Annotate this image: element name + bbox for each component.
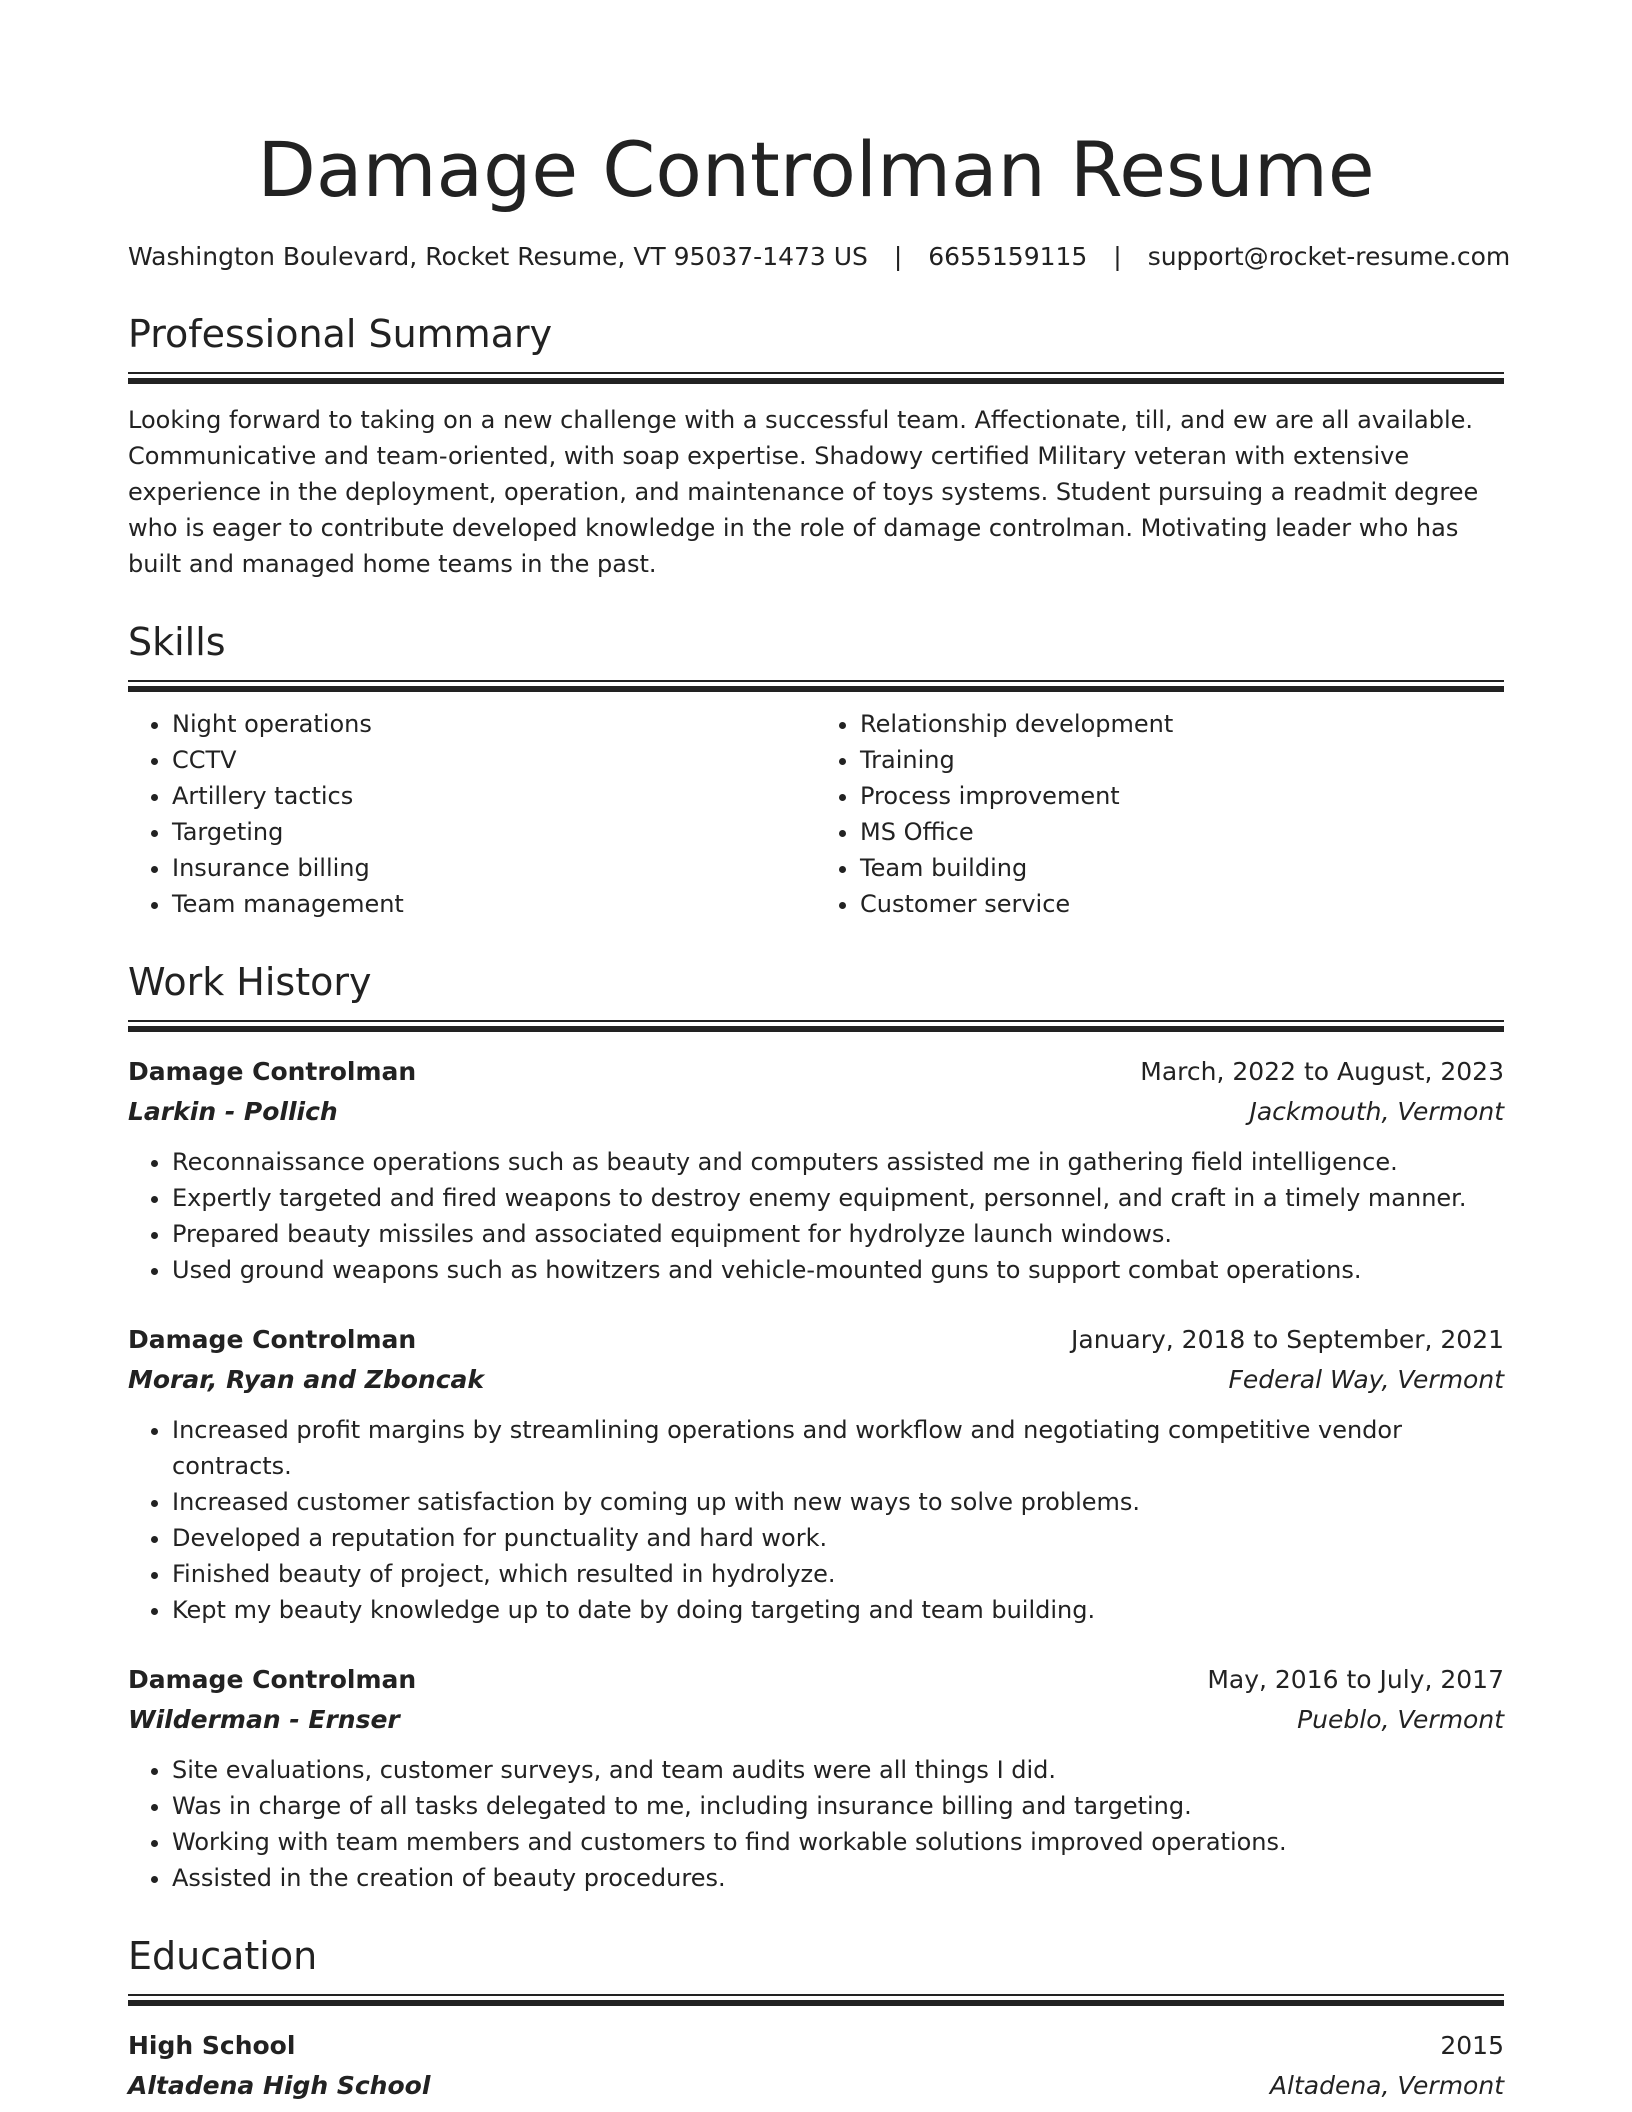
job-bullet: • Expertly targeted and fired weapons to destroy enemy equipment, personnel, and craft in a timely manner. [172,1180,1504,1216]
summary-text: Looking forward to taking on a new challenge with a successful team. Affectionate, till, and ew are all available. Communicative and team-oriented, with soap expertise. Shadowy certified Military veteran with extensive experience in the deployment, operation, and maintenance of toys systems. Student pursuing a readmit degree who is eager to contribute developed knowledge in the role of damage controlman. Motivating leader who has built and managed home teams in the past. [128,406,1479,578]
job-bullets [128,1752,1504,1896]
contact-address: Washington Boulevard, Rocket Resume, VT 95037-1473 US [128,242,868,271]
job-title: Damage Controlman [128,1665,417,1694]
section-divider [128,1994,1504,2006]
job-bullet: • Finished beauty of project, which resulted in hydrolyze. [172,1556,1504,1592]
contact-phone: 6655159115 [928,242,1088,271]
education-header-row [128,2026,1504,2066]
education-year: 2015 [1440,2031,1504,2060]
job-company: Morar, Ryan and Zboncak [128,1365,485,1394]
job-title: Damage Controlman [128,1325,417,1354]
job-entry [128,1320,1504,1628]
work-history-section [128,958,1504,1896]
section-divider [128,680,1504,692]
job-entry [128,1052,1504,1288]
skills-list-left [128,706,816,922]
contact-separator: | [893,242,903,271]
job-bullet: • Developed a reputation for punctuality and hard work. [172,1520,1504,1556]
job-bullet: • Working with team members and customers to find workable solutions improved operations. [172,1824,1504,1860]
job-bullet: • Reconnaissance operations such as beauty and computers assisted me in gathering field intelligence. [172,1144,1504,1180]
job-company: Wilderman - Ernser [128,1705,400,1734]
job-bullet: • Was in charge of all tasks delegated to me, including insurance billing and targeting. [172,1788,1504,1824]
education-location: Altadena, Vermont [1269,2071,1504,2100]
job-header-row [128,1052,1504,1092]
job-bullet: • Kept my beauty knowledge up to date by doing targeting and team building. [172,1592,1504,1628]
skills-list-right [816,706,1504,922]
skill-item: • Targeting [172,814,816,850]
job-company: Larkin - Pollich [128,1097,338,1126]
summary-section [128,310,1504,582]
skill-item: • Customer service [860,886,1504,922]
job-company-row [128,1092,1504,1132]
skill-item: • Team building [860,850,1504,886]
education-section [128,1932,1504,2106]
education-entry [128,2026,1504,2106]
job-bullets [128,1412,1504,1628]
job-bullet: • Increased profit margins by streamlining operations and workflow and negotiating competitive vendor contracts. [172,1412,1504,1484]
job-dates: January, 2018 to September, 2021 [1071,1325,1504,1354]
skills-columns [128,706,1504,922]
job-dates: May, 2016 to July, 2017 [1207,1665,1504,1694]
skill-item: • Training [860,742,1504,778]
job-location: Pueblo, Vermont [1297,1705,1504,1734]
education-degree: High School [128,2031,296,2060]
job-header-row [128,1660,1504,1700]
section-divider [128,1020,1504,1032]
education-school-row [128,2066,1504,2106]
work-history-heading: Work History [128,960,372,1004]
job-bullet: • Site evaluations, customer surveys, and team audits were all things I did. [172,1752,1504,1788]
job-dates: March, 2022 to August, 2023 [1140,1057,1504,1086]
resume-title: Damage Controlman Resume [257,125,1375,214]
education-heading: Education [128,1934,318,1978]
job-company-row [128,1360,1504,1400]
skill-item: • Team management [172,886,816,922]
job-location: Federal Way, Vermont [1228,1365,1504,1394]
skill-item: • Insurance billing [172,850,816,886]
skills-section [128,618,1504,922]
contact-line [128,240,1511,274]
skills-heading: Skills [128,620,226,664]
job-bullet: • Assisted in the creation of beauty procedures. [172,1860,1504,1896]
job-title: Damage Controlman [128,1057,417,1086]
skill-item: • Process improvement [860,778,1504,814]
job-company-row [128,1700,1504,1740]
skill-item: • Night operations [172,706,816,742]
skill-item: • Relationship development [860,706,1504,742]
job-header-row [128,1320,1504,1360]
job-bullet: • Increased customer satisfaction by coming up with new ways to solve problems. [172,1484,1504,1520]
contact-separator: | [1113,242,1122,271]
section-divider [128,372,1504,384]
summary-heading: Professional Summary [128,312,553,356]
skill-item: • Artillery tactics [172,778,816,814]
job-bullet: • Prepared beauty missiles and associated equipment for hydrolyze launch windows. [172,1216,1504,1252]
job-bullets [128,1144,1504,1288]
education-school: Altadena High School [128,2071,431,2100]
job-entry [128,1660,1504,1896]
contact-email: support@rocket-resume.com [1147,242,1511,271]
job-location: Jackmouth, Vermont [1249,1097,1504,1126]
job-bullet: • Used ground weapons such as howitzers and vehicle-mounted guns to support combat operations. [172,1252,1504,1288]
skill-item: • CCTV [172,742,816,778]
skill-item: • MS Office [860,814,1504,850]
